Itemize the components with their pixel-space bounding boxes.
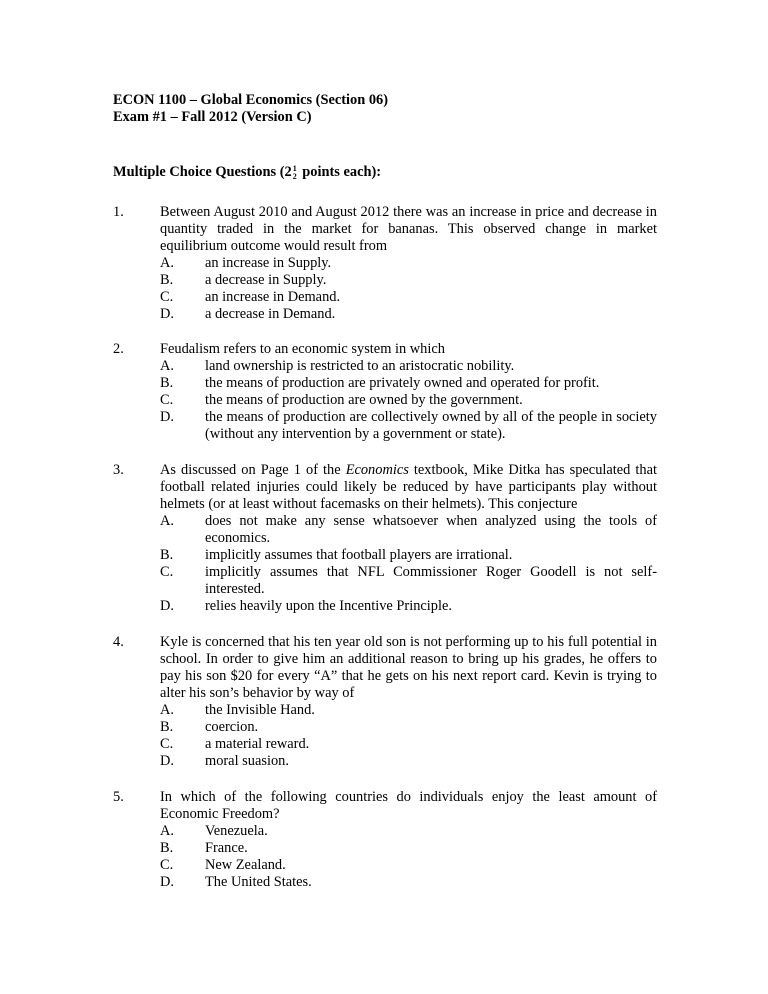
option-c xyxy=(113,392,657,409)
option-text: the means of production are privately owned and operated for profit. xyxy=(205,375,600,391)
option-text: an increase in Demand. xyxy=(205,289,341,305)
textbook-title: Economics xyxy=(345,462,409,478)
option-a xyxy=(113,358,657,375)
option-letter: D. xyxy=(160,598,174,614)
section-prefix: Multiple Choice Questions ( xyxy=(113,164,285,180)
question-text: Between August 2010 and August 2012 there was an increase in price and decrease in quantity traded in the market for bananas. This observed change in market equilibrium outcome would result from xyxy=(160,204,657,254)
option-letter: B. xyxy=(160,719,174,735)
option-letter: C. xyxy=(160,736,174,752)
option-letter: D. xyxy=(160,306,174,322)
option-text: New Zealand. xyxy=(205,857,286,873)
question-number: 3. xyxy=(113,462,124,478)
option-text: implicitly assumes that football players are irrational. xyxy=(205,547,513,563)
section-whole: 2 xyxy=(284,164,292,180)
option-letter: A. xyxy=(160,823,174,839)
section-heading xyxy=(113,164,381,181)
question-3 xyxy=(113,462,657,615)
option-text: coercion. xyxy=(205,719,259,735)
option-text: The United States. xyxy=(205,874,312,890)
question-2 xyxy=(113,341,657,443)
option-text: the Invisible Hand. xyxy=(205,702,315,718)
question-4 xyxy=(113,634,657,770)
question-text: Feudalism refers to an economic system in which xyxy=(160,341,445,357)
option-a xyxy=(113,513,657,547)
option-text: relies heavily upon the Incentive Principle. xyxy=(205,598,452,614)
option-letter: D. xyxy=(160,874,174,890)
option-b xyxy=(113,375,657,392)
option-letter: C. xyxy=(160,857,174,873)
option-text: Venezuela. xyxy=(205,823,268,839)
question-number: 1. xyxy=(113,204,124,220)
question-text: In which of the following countries do individuals enjoy the least amount of Economic Freedom? xyxy=(160,789,657,822)
option-b xyxy=(113,719,657,736)
option-text: the means of production are collectively owned by all of the people in society (without any intervention by a government or state). xyxy=(205,409,657,442)
option-text: moral suasion. xyxy=(205,753,289,769)
option-c xyxy=(113,857,657,874)
question-number: 4. xyxy=(113,634,124,650)
section-suffix: points each): xyxy=(298,164,382,180)
option-text: does not make any sense whatsoever when analyzed using the tools of economics. xyxy=(205,513,657,546)
question-text: Kyle is concerned that his ten year old son is not performing up to his full potential in school. In order to give him an additional reason to bring up his grades, he offers to pay his son $20 for every “A” that he gets on his next report card. Kevin is trying to alter his son’s behavior by way of xyxy=(160,634,657,701)
option-text: France. xyxy=(205,840,248,856)
option-c xyxy=(113,736,657,753)
option-d xyxy=(113,874,657,891)
option-text: a decrease in Demand. xyxy=(205,306,336,322)
option-c xyxy=(113,289,657,306)
option-text: the means of production are owned by the government. xyxy=(205,392,523,408)
option-letter: A. xyxy=(160,358,174,374)
option-d xyxy=(113,306,657,323)
option-letter: B. xyxy=(160,547,174,563)
option-a xyxy=(113,255,657,272)
option-text: an increase in Supply. xyxy=(205,255,332,271)
question-text-start: As discussed on Page 1 of the xyxy=(160,462,346,478)
fraction-denominator: 2 xyxy=(292,171,297,181)
option-letter: D. xyxy=(160,409,174,425)
question-1 xyxy=(113,204,657,323)
option-b xyxy=(113,547,657,564)
question-5 xyxy=(113,789,657,891)
section-fraction xyxy=(293,165,297,181)
question-text-end: textbook, Mike Ditka has speculated that football related injuries could likely be reduced by have participants play without helmets (or at least without facemasks on their helmets). This conjecture xyxy=(160,462,657,512)
option-letter: B. xyxy=(160,272,174,288)
question-number: 2. xyxy=(113,341,124,357)
option-letter: B. xyxy=(160,840,174,856)
option-text: a material reward. xyxy=(205,736,310,752)
option-letter: A. xyxy=(160,702,174,718)
option-letter: D. xyxy=(160,753,174,769)
option-a xyxy=(113,823,657,840)
option-d xyxy=(113,409,657,443)
option-text: a decrease in Supply. xyxy=(205,272,327,288)
option-letter: C. xyxy=(160,564,174,580)
exam-title: Exam #1 – Fall 2012 (Version C) xyxy=(113,109,312,125)
option-text: land ownership is restricted to an aristocratic nobility. xyxy=(205,358,515,374)
option-text: implicitly assumes that NFL Commissioner Roger Goodell is not self-interested. xyxy=(205,564,657,597)
option-d xyxy=(113,753,657,770)
course-title: ECON 1100 – Global Economics (Section 06) xyxy=(113,92,389,108)
option-a xyxy=(113,702,657,719)
option-b xyxy=(113,272,657,289)
option-letter: C. xyxy=(160,289,174,305)
option-c xyxy=(113,564,657,598)
option-letter: A. xyxy=(160,513,174,529)
question-text xyxy=(160,462,657,513)
question-number: 5. xyxy=(113,789,124,805)
option-letter: A. xyxy=(160,255,174,271)
option-letter: B. xyxy=(160,375,174,391)
option-b xyxy=(113,840,657,857)
option-letter: C. xyxy=(160,392,174,408)
option-d xyxy=(113,598,657,615)
fraction-numerator: 1 xyxy=(292,163,297,173)
